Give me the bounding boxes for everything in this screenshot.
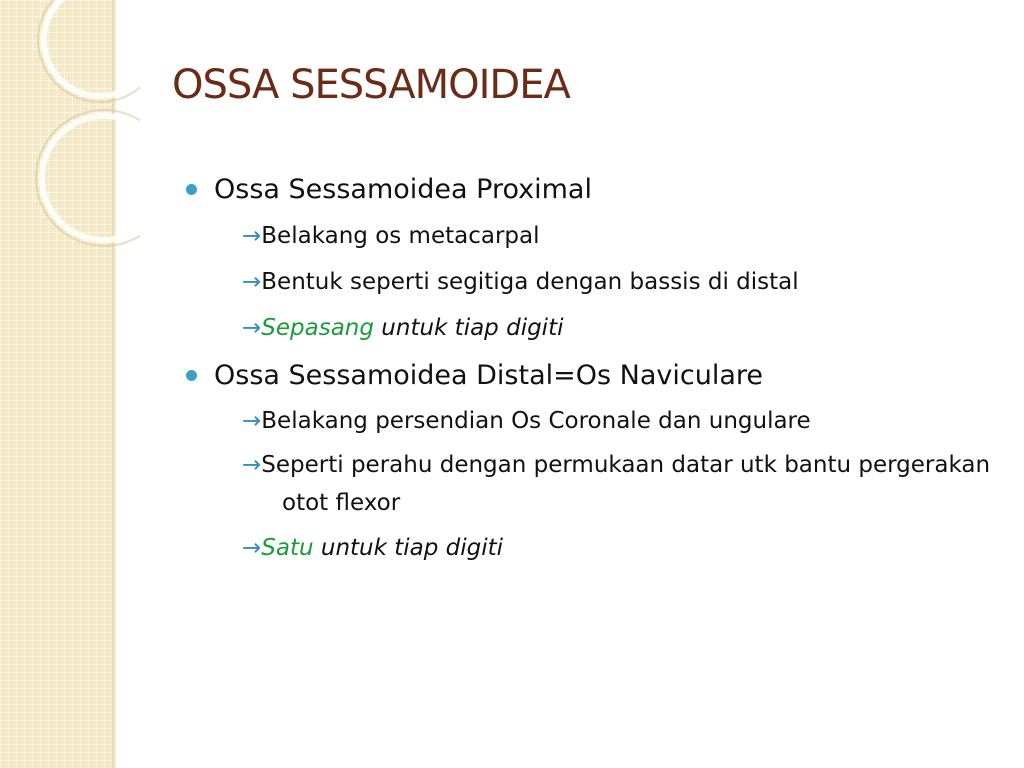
right-arrow-icon: → — [242, 315, 262, 341]
sub-item — [226, 446, 996, 522]
highlight-text: Sepasang — [261, 315, 374, 341]
bullet-dot-icon — [186, 184, 197, 195]
sub-item-text: Belakang persendian Os Coronale dan ungulare — [261, 408, 811, 434]
sub-item — [226, 528, 996, 568]
bullet-item — [186, 168, 996, 212]
slide-content — [186, 168, 996, 574]
sub-item-text: Bentuk seperti segitiga dengan bassis di distal — [261, 269, 799, 295]
right-arrow-icon: → — [242, 452, 262, 478]
sub-item — [226, 308, 996, 348]
right-arrow-icon: → — [242, 535, 262, 561]
decorative-rings-icon — [0, 0, 140, 260]
sub-item-text: Belakang os metacarpal — [261, 223, 540, 249]
slide-title: OSSA SESSAMOIDEA — [172, 62, 570, 108]
bullet-item — [186, 354, 996, 398]
sub-item-text: untuk tiap digiti — [313, 535, 504, 561]
sub-item-text: untuk tiap digiti — [373, 315, 564, 341]
right-arrow-icon: → — [242, 408, 262, 434]
sub-item-text: Seperti perahu dengan permukaan datar utk bantu pergerakan otot flexor — [261, 452, 991, 516]
sub-item — [226, 402, 996, 440]
right-arrow-icon: → — [242, 269, 262, 295]
sub-item — [226, 262, 996, 302]
sub-item — [226, 216, 996, 256]
bullet-text: Ossa Sessamoidea Proximal — [214, 174, 592, 205]
bullet-dot-icon — [186, 370, 197, 381]
bullet-text: Ossa Sessamoidea Distal=Os Naviculare — [214, 360, 764, 391]
right-arrow-icon: → — [242, 223, 262, 249]
highlight-text: Satu — [261, 535, 314, 561]
